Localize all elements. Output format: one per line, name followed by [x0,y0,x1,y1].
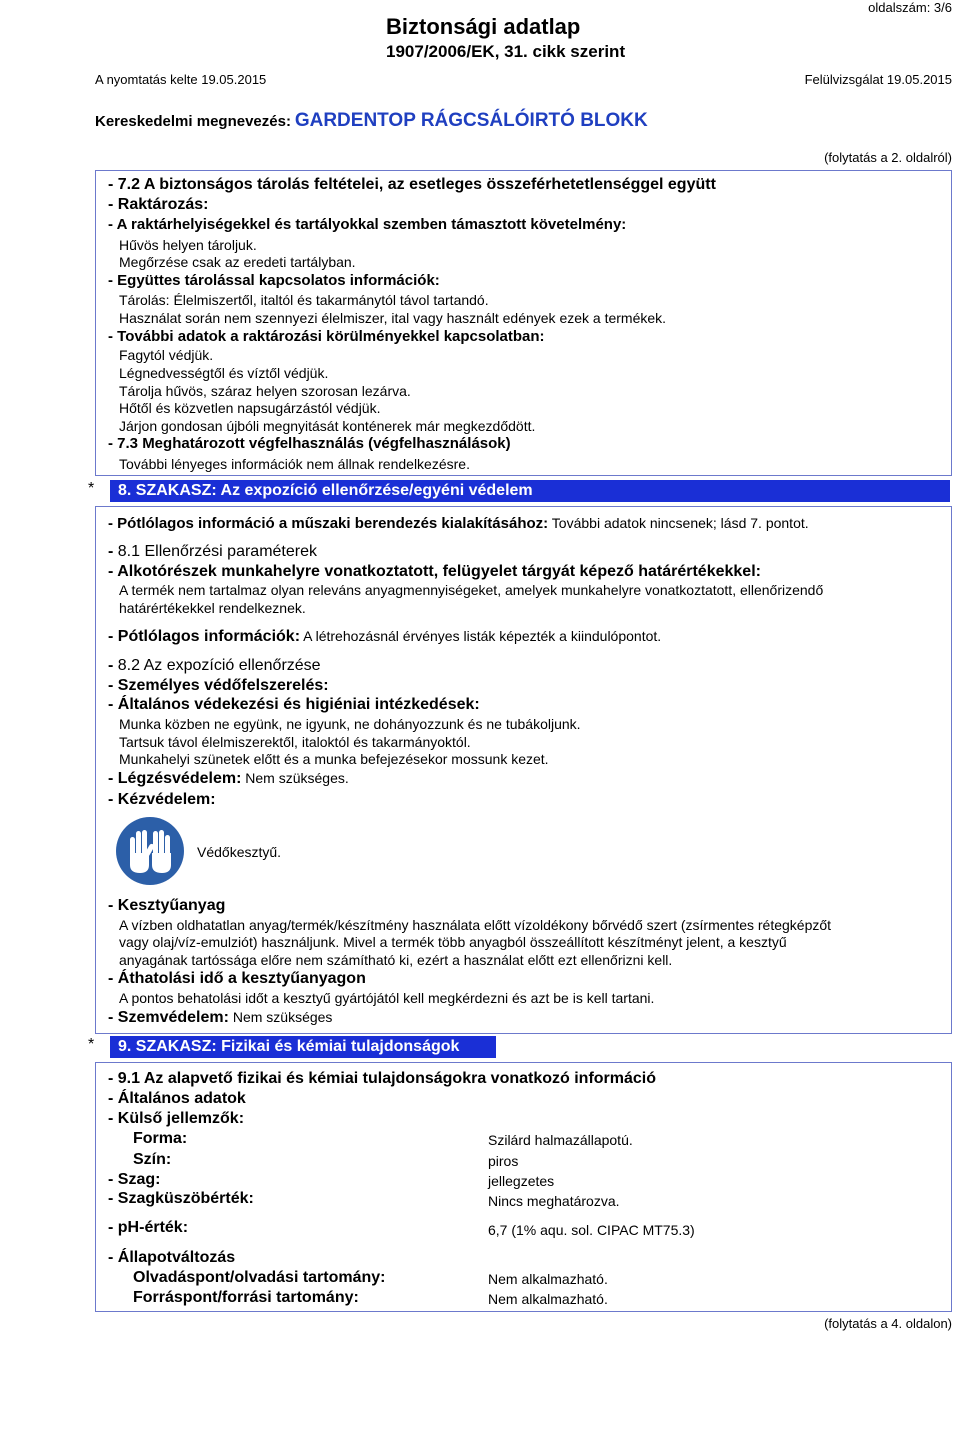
text-line: Megőrzése csak az eredeti tartályban. [119,254,356,270]
odor-label: - Szag: [108,1171,161,1188]
heading-7-2: - 7.2 A biztonságos tárolás feltételei, az esetleges összeférhetetlenséggel együtt [108,176,716,193]
text-line: Tárolja hűvös, száraz helyen szorosan lezárva. [119,383,411,399]
melting-label: Olvadáspont/olvadási tartomány: [133,1269,386,1286]
respiratory-label: Légzésvédelem: [117,770,242,787]
heading-8-1: - 8.1 Ellenőrzési paraméterek [108,543,317,560]
page-number: oldalszám: 3/6 [868,0,952,15]
text-line: További lényeges információk nem állnak rendelkezésre. [119,456,470,472]
eye-protection-line: - Szemvédelem: Nem szükséges [108,1009,333,1026]
odor-value: jellegzetes [488,1173,555,1189]
trade-name: GARDENTOP RÁGCSÁLÓIRTÓ BLOKK [294,110,648,131]
text-line: Tárolás: Élelmiszertől, italtól és takarmánytól távol tartandó. [119,292,489,308]
trade-name-label: Kereskedelmi megnevezés: [95,113,291,130]
heading-general: - Általános adatok [108,1090,246,1107]
heading-components: - Alkotórészek munkahelyre vonatkoztatott, felügyelet tárgyát képező határértékekkel: [108,563,761,580]
revision-date: Felülvizsgálat 19.05.2015 [804,72,952,87]
continued-from: (folytatás a 2. oldalról) [824,150,952,165]
heading-state-change: - Állapotváltozás [108,1249,236,1266]
eye-protection-label: Szemvédelem: [117,1009,229,1026]
text-line: határértékekkel rendelkeznek. [119,600,306,616]
respiratory-line: - Légzésvédelem: Nem szükséges. [108,770,349,787]
changed-marker: * [88,1036,95,1053]
heading-ppe: - Személyes védőfelszerelés: [108,677,329,694]
boiling-label: Forráspont/forrási tartomány: [133,1289,359,1306]
heading-joint-storage: - Együttes tárolással kapcsolatos információk: [108,272,440,289]
addl-info-label: Pótlólagos információk: [117,628,301,645]
respiratory-value: Nem szükséges. [245,770,349,786]
trade-name-line [95,110,648,132]
text-line: Tartsuk távol élelmiszerektől, italoktól és takarmányoktól. [119,734,471,750]
boiling-value: Nem alkalmazható. [488,1291,608,1307]
form-label: Forma: [133,1130,188,1147]
text-line: A pontos behatolási időt a kesztyű gyártójától kell megkérdezni és azt be is kell tartani. [119,990,655,1006]
heading-9-1: - 9.1 Az alapvető fizikai és kémiai tulajdonságokra vonatkozó információ [108,1070,657,1087]
melting-value: Nem alkalmazható. [488,1271,608,1287]
ph-label: - pH-érték: [108,1219,189,1236]
text-line: Hűvös helyen tároljuk. [119,237,257,253]
addl-info-line: - Pótlólagos információk: A létrehozásnál érvényes listák képezték a kiindulópontot. [108,628,662,645]
text-line: A termék nem tartalmaz olyan releváns anyagmennyiségeket, amelyek munkahelyre vonatkoztatott, ellenőrizendő [119,582,824,598]
color-label: Szín: [133,1151,172,1168]
odor-threshold-value: Nincs meghatározva. [488,1193,620,1209]
ph-value: 6,7 (1% aqu. sol. CIPAC MT75.3) [488,1222,695,1238]
text-line: Munka közben ne együnk, ne igyunk, ne dohányozzunk és ne tubákoljunk. [119,716,581,732]
color-value: piros [488,1153,519,1169]
document-subtitle: 1907/2006/EK, 31. cikk szerint [386,42,626,61]
text-line: A vízben oldhatatlan anyag/termék/készítmény használata előtt vízoldékony bőrvédő szert (zsírmentes rétegképzőt [119,917,832,933]
text-line: vagy olaj/víz-emulziót) használjunk. Mivel a termék több anyagból összeállított készítményt jelent, a kesztyű [119,934,787,950]
continued-to: (folytatás a 4. oldalon) [824,1316,952,1331]
text-line: Használat során nem szennyezi élelmiszer, ital vagy használt edények ezek a termékek. [119,310,667,326]
heading-7-3: - 7.3 Meghatározott végfelhasználás (végfelhasználások) [108,435,511,452]
heading-appearance: - Külső jellemzők: [108,1110,245,1127]
tech-info-value: További adatok nincsenek; lásd 7. pontot. [551,515,809,531]
document-title: Biztonsági adatlap [386,14,581,39]
text-line: anyagának tartóssága előre nem számítható ki, ezért a használat előtt ezt ellenőrizni kell. [119,952,673,968]
heading-storage: - Raktározás: [108,196,209,213]
glove-caption: Védőkesztyű. [197,844,282,860]
text-line: Járjon gondosan újbóli megnyitását konténerek már megkezdődött. [119,418,536,434]
text-line: Fagytól védjük. [119,347,214,363]
text-line: Légnedvességtől és víztől védjük. [119,365,329,381]
heading-hygiene: - Általános védekezési és higiéniai intézkedések: [108,696,480,713]
text-line: Hőtől és közvetlen napsugárzástól védjük. [119,400,381,416]
odor-threshold-label: - Szagküszöbérték: [108,1190,254,1207]
heading-further-storage: - További adatok a raktározási körülményekkel kapcsolatban: [108,328,545,345]
heading-8-2: - 8.2 Az expozíció ellenőrzése [108,657,321,674]
section-8-bar: 8. SZAKASZ: Az expozíció ellenőrzése/egyéni védelem [110,480,950,502]
heading-glove-material: - Kesztyűanyag [108,897,226,914]
tech-info-line: - Pótlólagos információ a műszaki berendezés kialakításához: További adatok nincsenek; lásd 7. pontot. [108,515,809,532]
gloves-icon [116,817,184,885]
print-date: A nyomtatás kelte 19.05.2015 [95,72,267,87]
eye-protection-value: Nem szükséges [232,1009,333,1025]
heading-hand-protection: - Kézvédelem: [108,791,216,808]
form-value: Szilárd halmazállapotú. [488,1132,633,1148]
heading-permeation: - Áthatolási idő a kesztyűanyagon [108,970,366,987]
text-line: Munkahelyi szünetek előtt és a munka befejezésekor mossunk kezet. [119,751,549,767]
tech-info-label: Pótlólagos információ a műszaki berendezés kialakításához: [117,515,549,532]
heading-storage-req: - A raktárhelyiségekkel és tartályokkal szemben támasztott követelmény: [108,216,627,233]
section-9-bar: 9. SZAKASZ: Fizikai és kémiai tulajdonságok [110,1036,496,1058]
changed-marker: * [88,480,95,497]
addl-info-value: A létrehozásnál érvényes listák képezték a kiindulópontot. [303,628,662,644]
